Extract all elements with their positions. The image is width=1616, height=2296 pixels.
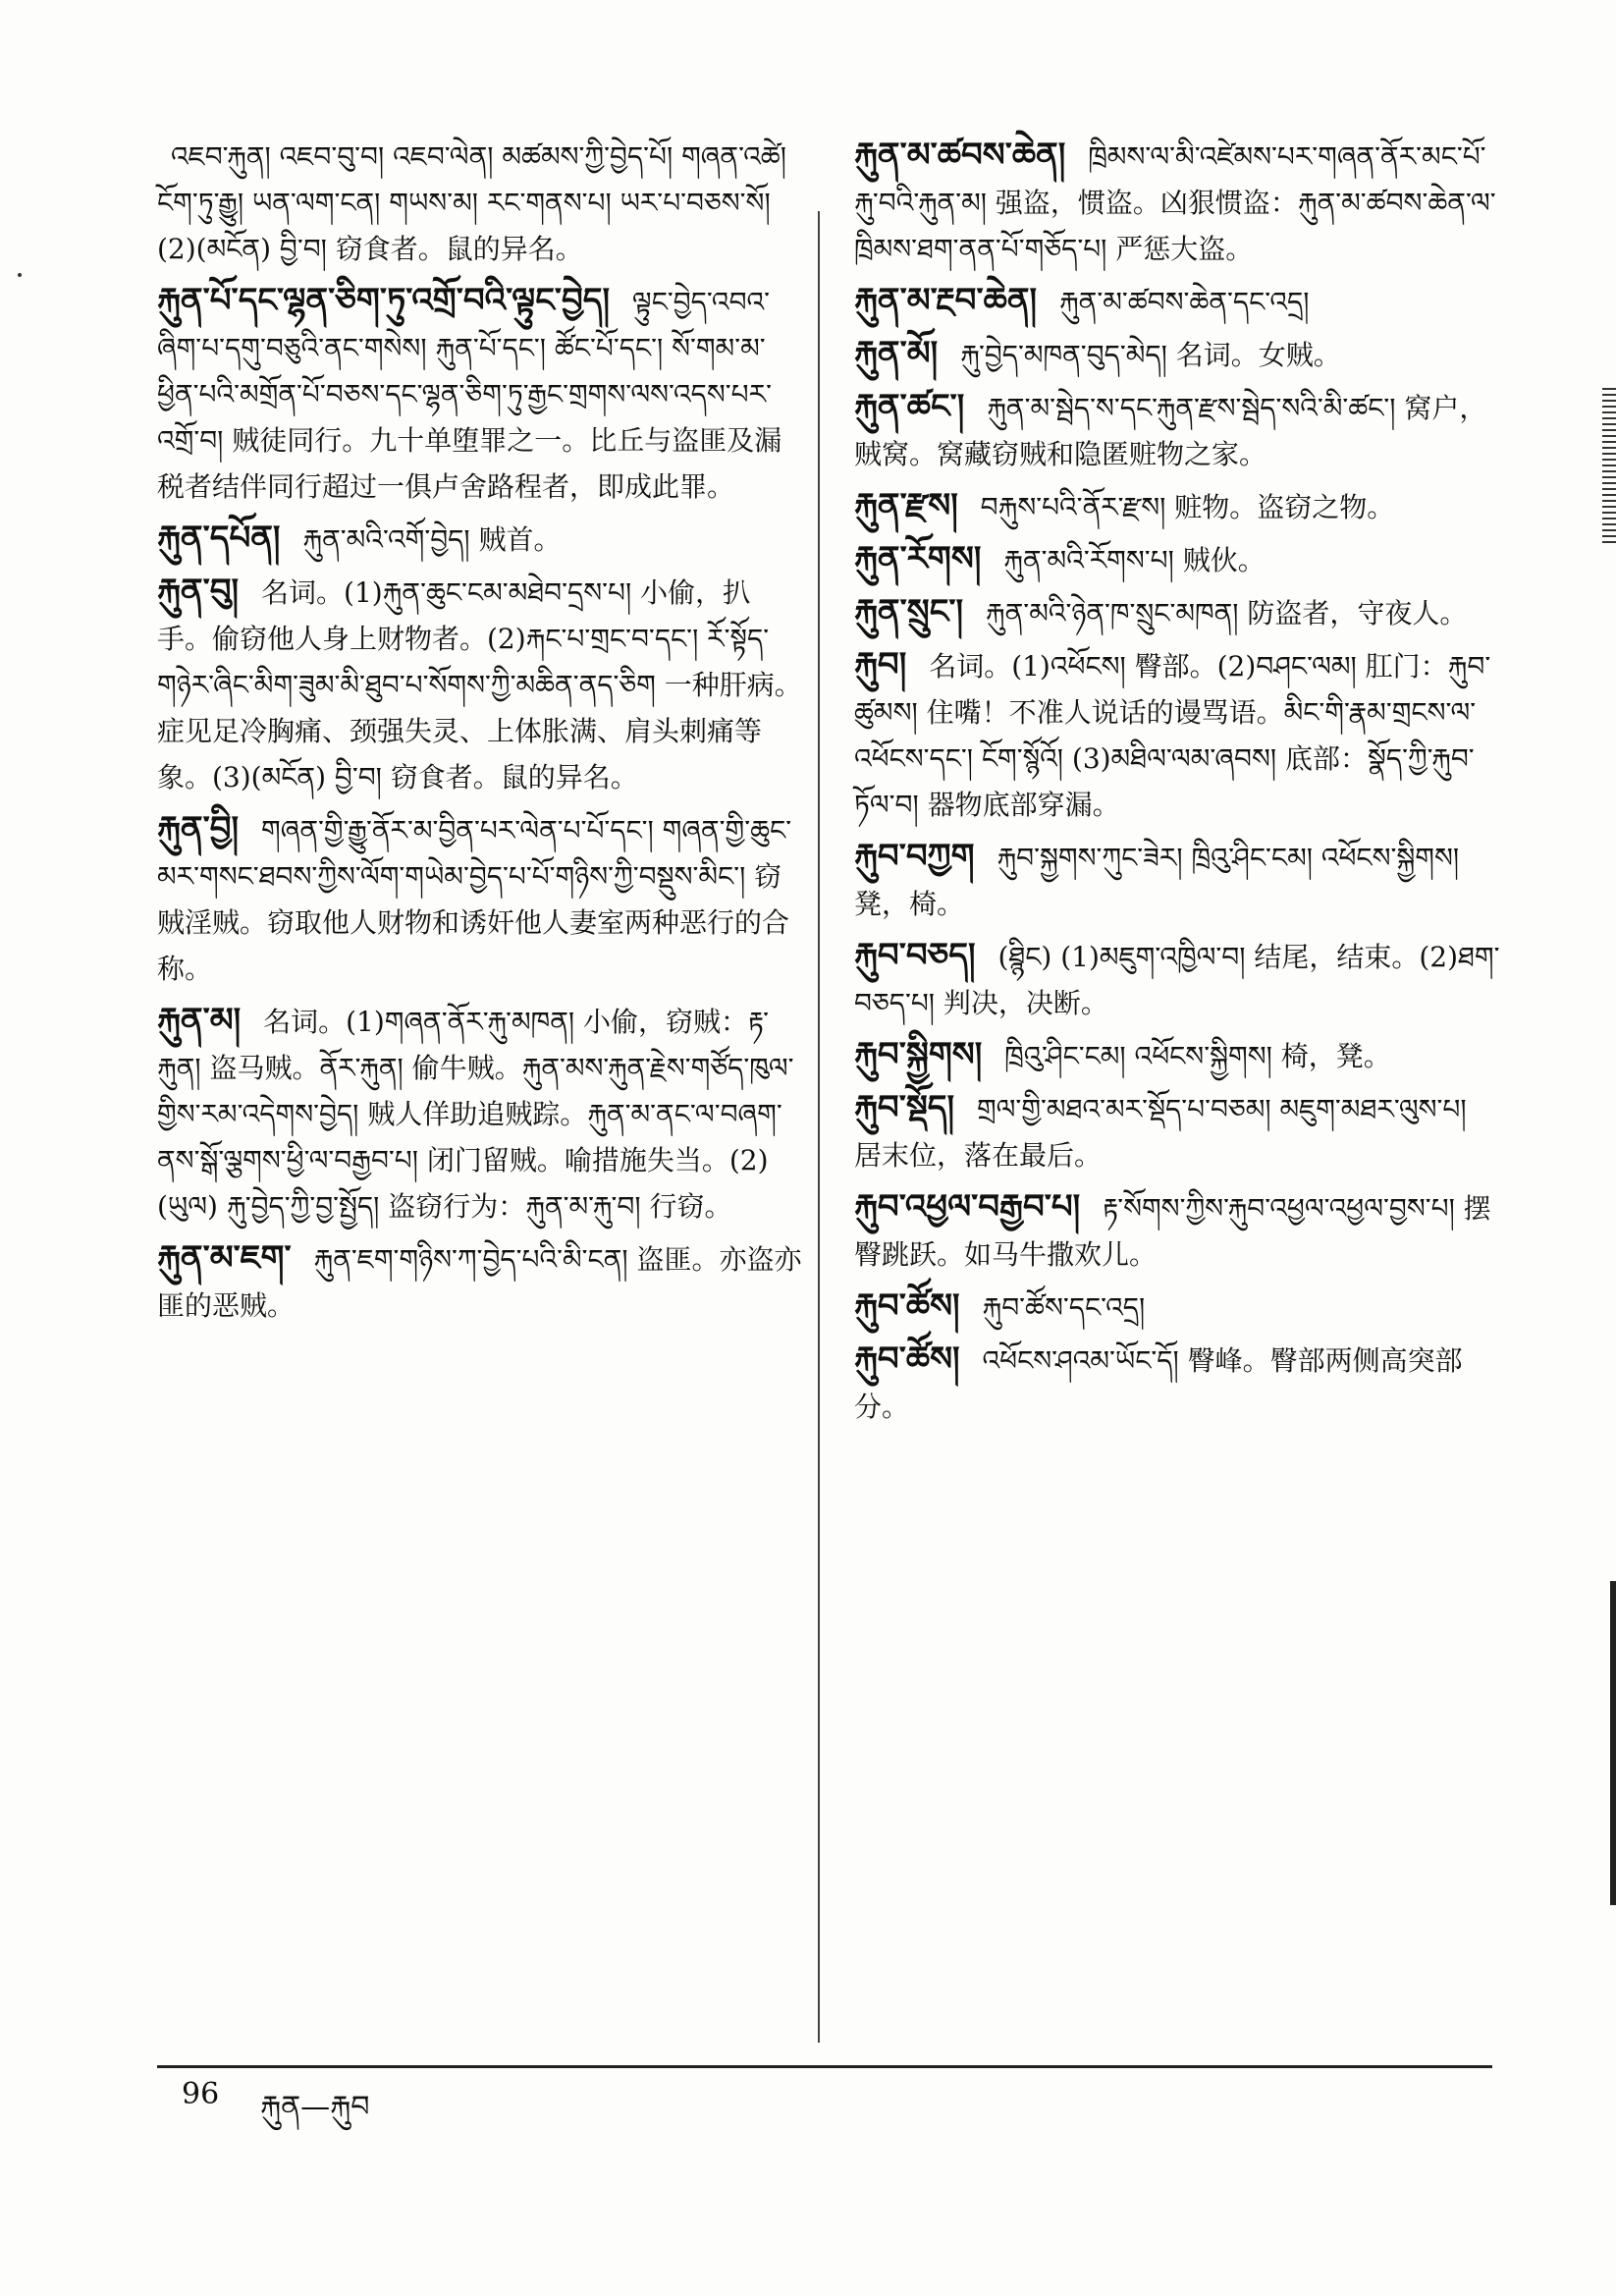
entry-definition: 名词。(1)རྐུན་ཆུང་ངམ་མཐེབ་དྲས་པ། 小偷，扒手。偷窃他人身上财物者。(2)རྐང་པ་གྲང་བ་དང་། རོ་སྟོད་གཉེར་ཞིང་མིག་ཟུམ་མི་ཐུབ་པ་སོགས་ཀྱི་མཆིན་ནད་ཅིག 一种肝病。症见足冷胸痛、颈强失灵、上体胀满、肩头刺痛等象。(3)(མངོན) བྱི་བ། 窃食者。鼠的异名。 <box>157 576 802 793</box>
entry-definition: རྐུན་མའི་རོགས་པ། 贼伙。 <box>1003 544 1266 576</box>
running-head: རྐུན—རྐུབ <box>260 2090 370 2124</box>
entry-definition: རྐུན་མའི་འགོ་བྱེད། 贼首。 <box>302 523 562 556</box>
entry-definition: རྐུན་མ་ཚབས་ཆེན་དང་འདྲ། <box>1058 286 1310 318</box>
entry-definition: (ཐྙིང) (1)མཇུག་འཁྱིལ་བ། 结尾，结束。(2)ཐག་བཅད་པ། 判决，决断。 <box>854 941 1500 1019</box>
entry-headword: རྐུབ་སྡོད། <box>854 1088 955 1127</box>
left-column <box>157 133 805 1335</box>
entry-definition: རྐུ་བྱེད་མཁན་བུད་མེད། 名词。女贼。 <box>960 339 1341 371</box>
entry-headword: རྐུན་རྫས། <box>854 486 958 525</box>
column-divider <box>818 211 820 2043</box>
entry-headword: རྐུབ་བཀྱག <box>854 837 975 876</box>
entry-definition: ཁྲིའུ་ཤིང་ངམ། འཕོངས་སྐྱིགས། 椅，凳。 <box>1004 1040 1391 1072</box>
page-edge-marks <box>1602 388 1616 545</box>
entry-headword: རྐུན་ཚང་། <box>854 387 965 426</box>
entry-definition: འཇབ་རྐུན། འཇབ་བུ་བ། འཇབ་ལེན། མཚམས་ཀྱི་བྱེད་པོ། གཞན་འཚེ། ངོག་ཏུ་རྒྱུ། ཡན་ལག་ངན། གཡས་མ། རང་གནས་པ། ཡར་པ་བཅས་སོ། (2)(མངོན) བྱི་བ། 窃食者。鼠的异名。 <box>157 140 786 265</box>
entry-headword: རྐུན་མོ། <box>854 334 939 373</box>
dictionary-entry <box>854 1184 1502 1278</box>
entry-definition: རྐུབ་ཚོས་དང་འདྲ། <box>982 1291 1146 1324</box>
dictionary-entry <box>157 133 805 272</box>
ink-speck <box>18 273 22 277</box>
entry-headword: རྐུབ་འཕྱལ་བརྒྱབ་པ། <box>854 1187 1081 1227</box>
entry-headword: རྐུབ་ཚོས། <box>854 1286 960 1326</box>
entry-headword: རྐུབ་ཚོས། <box>854 1339 960 1379</box>
dictionary-entry <box>157 806 805 992</box>
dictionary-entry <box>157 998 805 1230</box>
entry-definition: བརྐུས་པའི་ནོར་རྫས། 赃物。盗窃之物。 <box>980 491 1395 523</box>
entry-headword: རྐུབ་སྐྱིགས། <box>854 1035 983 1074</box>
entry-definition: 名词。(1)འཕོངས། 臀部。(2)བཤང་ལམ། 肛门：རྐུབ་ཚུམས། 住嘴！不准人说话的谩骂语。མིང་གི་རྣམ་གྲངས་ལ་འཕོངས་དང་། ངོག་སྙོའོ། (3)མཐིལ་ལམ་ཞབས། 底部：སྣོད་ཀྱི་རྐུབ་ཏོལ་བ། 器物底部穿漏。 <box>854 650 1491 821</box>
dictionary-entry <box>854 834 1502 927</box>
entry-definition: རྟ་སོགས་ཀྱིས་རྐུབ་འཕྱལ་འཕྱལ་བྱས་པ། 摆臀跳跃。如马牛撒欢儿。 <box>854 1192 1491 1271</box>
entry-definition: ཁྲིམས་ལ་མི་འཛེམས་པར་གཞན་ནོར་མང་པོ་རྐུ་བའི་རྐུན་མ། 强盗，惯盗。凶狠惯盗：རྐུན་མ་ཚབས་ཆེན་ལ་ཁྲིམས་ཐག་ནན་པོ་གཅོད་པ། 严惩大盗。 <box>854 140 1496 265</box>
entry-headword: རྐུན་དཔོན། <box>157 519 281 558</box>
entry-headword: རྐུན་མ་ཇག་ <box>157 1238 292 1278</box>
entry-headword: རྐུན་མ། <box>157 1001 242 1040</box>
entry-headword: རྐུབ། <box>854 645 907 684</box>
dictionary-entry <box>854 483 1502 530</box>
right-column <box>854 133 1502 1436</box>
entry-headword: རྐུན་སྲུང་། <box>854 592 964 631</box>
dictionary-entry <box>157 569 805 800</box>
dictionary-entry <box>854 933 1502 1026</box>
entry-headword: རྐུན་བྱི། <box>157 809 240 848</box>
dictionary-entry <box>854 536 1502 583</box>
dictionary-entry <box>157 1235 805 1329</box>
entry-definition: གྲལ་གྱི་མཐའ་མར་སྡོད་པ་བཅམ། མཇུག་མཐར་ལུས་པ། 居末位，落在最后。 <box>854 1093 1467 1172</box>
entry-headword: རྐུན་བུ། <box>157 572 240 611</box>
dictionary-entry <box>854 1337 1502 1430</box>
dictionary-entry <box>854 278 1502 325</box>
entry-definition: འཕོངས་ཤའམ་ཡོང་དོ། 臀峰。臀部两侧高突部分。 <box>854 1344 1463 1423</box>
dictionary-entry <box>854 1032 1502 1079</box>
entry-definition: རྐུན་མ་སྦེད་ས་དང་རྐུན་རྫས་སྦེད་སའི་མི་ཚང་། 窝户，贼窝。窝藏窃贼和隐匿赃物之家。 <box>854 392 1487 470</box>
dictionary-entry <box>854 589 1502 636</box>
entry-definition: རྐུན་ཇག་གཉིས་ཀ་བྱེད་པའི་མི་ངན། 盗匪。亦盗亦匪的恶贼。 <box>157 1243 802 1322</box>
entry-definition: གཞན་གྱི་རྒྱུ་ནོར་མ་བྱིན་པར་ལེན་པ་པོ་དང་། གཞན་གྱི་ཆུང་མར་གསང་ཐབས་ཀྱིས་ལོག་གཡེམ་བྱེད་པ་པོ་གཉིས་ཀྱི་བསྡུས་མིང་། 窃贼淫贼。窃取他人财物和诱奸他人妻室两种恶行的合称。 <box>157 814 792 985</box>
page-number: 96 <box>182 2077 220 2111</box>
entry-headword: རྐུན་མ་རྔབ་ཆེན། <box>854 281 1038 320</box>
footer-rule <box>157 2065 1492 2068</box>
dictionary-entry <box>854 642 1502 828</box>
dictionary-entry <box>157 516 805 563</box>
entry-headword: རྐུན་མ་ཚབས་ཆེན། <box>854 136 1066 175</box>
entry-definition: 名词。(1)གཞན་ནོར་རྐུ་མཁན། 小偷，窃贼：རྟ་རྐུན། 盗马贼。ནོར་རྐུན། 偷牛贼。རྐུན་མས་རྐུན་རྗེས་གཙོད་ཁུལ་གྱིས་རམ་འདེགས་བྱེད། 贼人佯助追贼踪。རྐུན་མ་ནང་ལ་བཞག་ནས་སྒོ་ལྕགས་ཕྱི་ལ་བརྒྱབ་པ། 闭门留贼。喻措施失当。(2)(ཡུལ) རྐུ་བྱེད་ཀྱི་བྱ་སྤྱོད། 盗窃行为：རྐུན་མ་རྐུ་བ། 行窃。 <box>157 1006 794 1223</box>
entry-definition: རྐུབ་སྐྱགས་ཀུང་ཟེར། ཁྲིའུ་ཤིང་ངམ། འཕོངས་སྐྱིགས། 凳，椅。 <box>854 842 1460 920</box>
dictionary-entry <box>157 278 805 510</box>
dictionary-entry <box>854 384 1502 477</box>
entry-definition: ལྟུང་བྱེད་འབའ་ཞིག་པ་དགུ་བཅུའི་ནང་གསེས། རྐུན་པོ་དང་། ཚོང་པོ་དང་། སོ་གམ་མ་ཕྱིན་པའི་མགྲོན་པོ་བཅས་དང་ལྷན་ཅིག་ཏུ་རྒྱང་གྲགས་ལས་འདས་པར་འགྲོ་བ། 贼徒同行。九十单堕罪之一。比丘与盗匪及漏税者结伴同行超过一俱卢舍路程者，即成此罪。 <box>157 286 782 503</box>
entry-headword: རྐུན་པོ་དང་ལྷན་ཅིག་ཏུ་འགྲོ་བའི་ལྟུང་བྱེད། <box>157 281 611 320</box>
dictionary-entry <box>854 331 1502 378</box>
dictionary-entry <box>854 133 1502 272</box>
entry-definition: རྐུན་མའི་ཉེན་ཁ་སྲུང་མཁན། 防盗者，守夜人。 <box>985 597 1468 629</box>
page-edge-bar <box>1610 1581 1616 1905</box>
dictionary-entry <box>854 1085 1502 1178</box>
entry-headword: རྐུབ་བཅད། <box>854 936 976 975</box>
dictionary-entry <box>854 1284 1502 1331</box>
entry-headword: རྐུན་རོགས། <box>854 539 982 578</box>
